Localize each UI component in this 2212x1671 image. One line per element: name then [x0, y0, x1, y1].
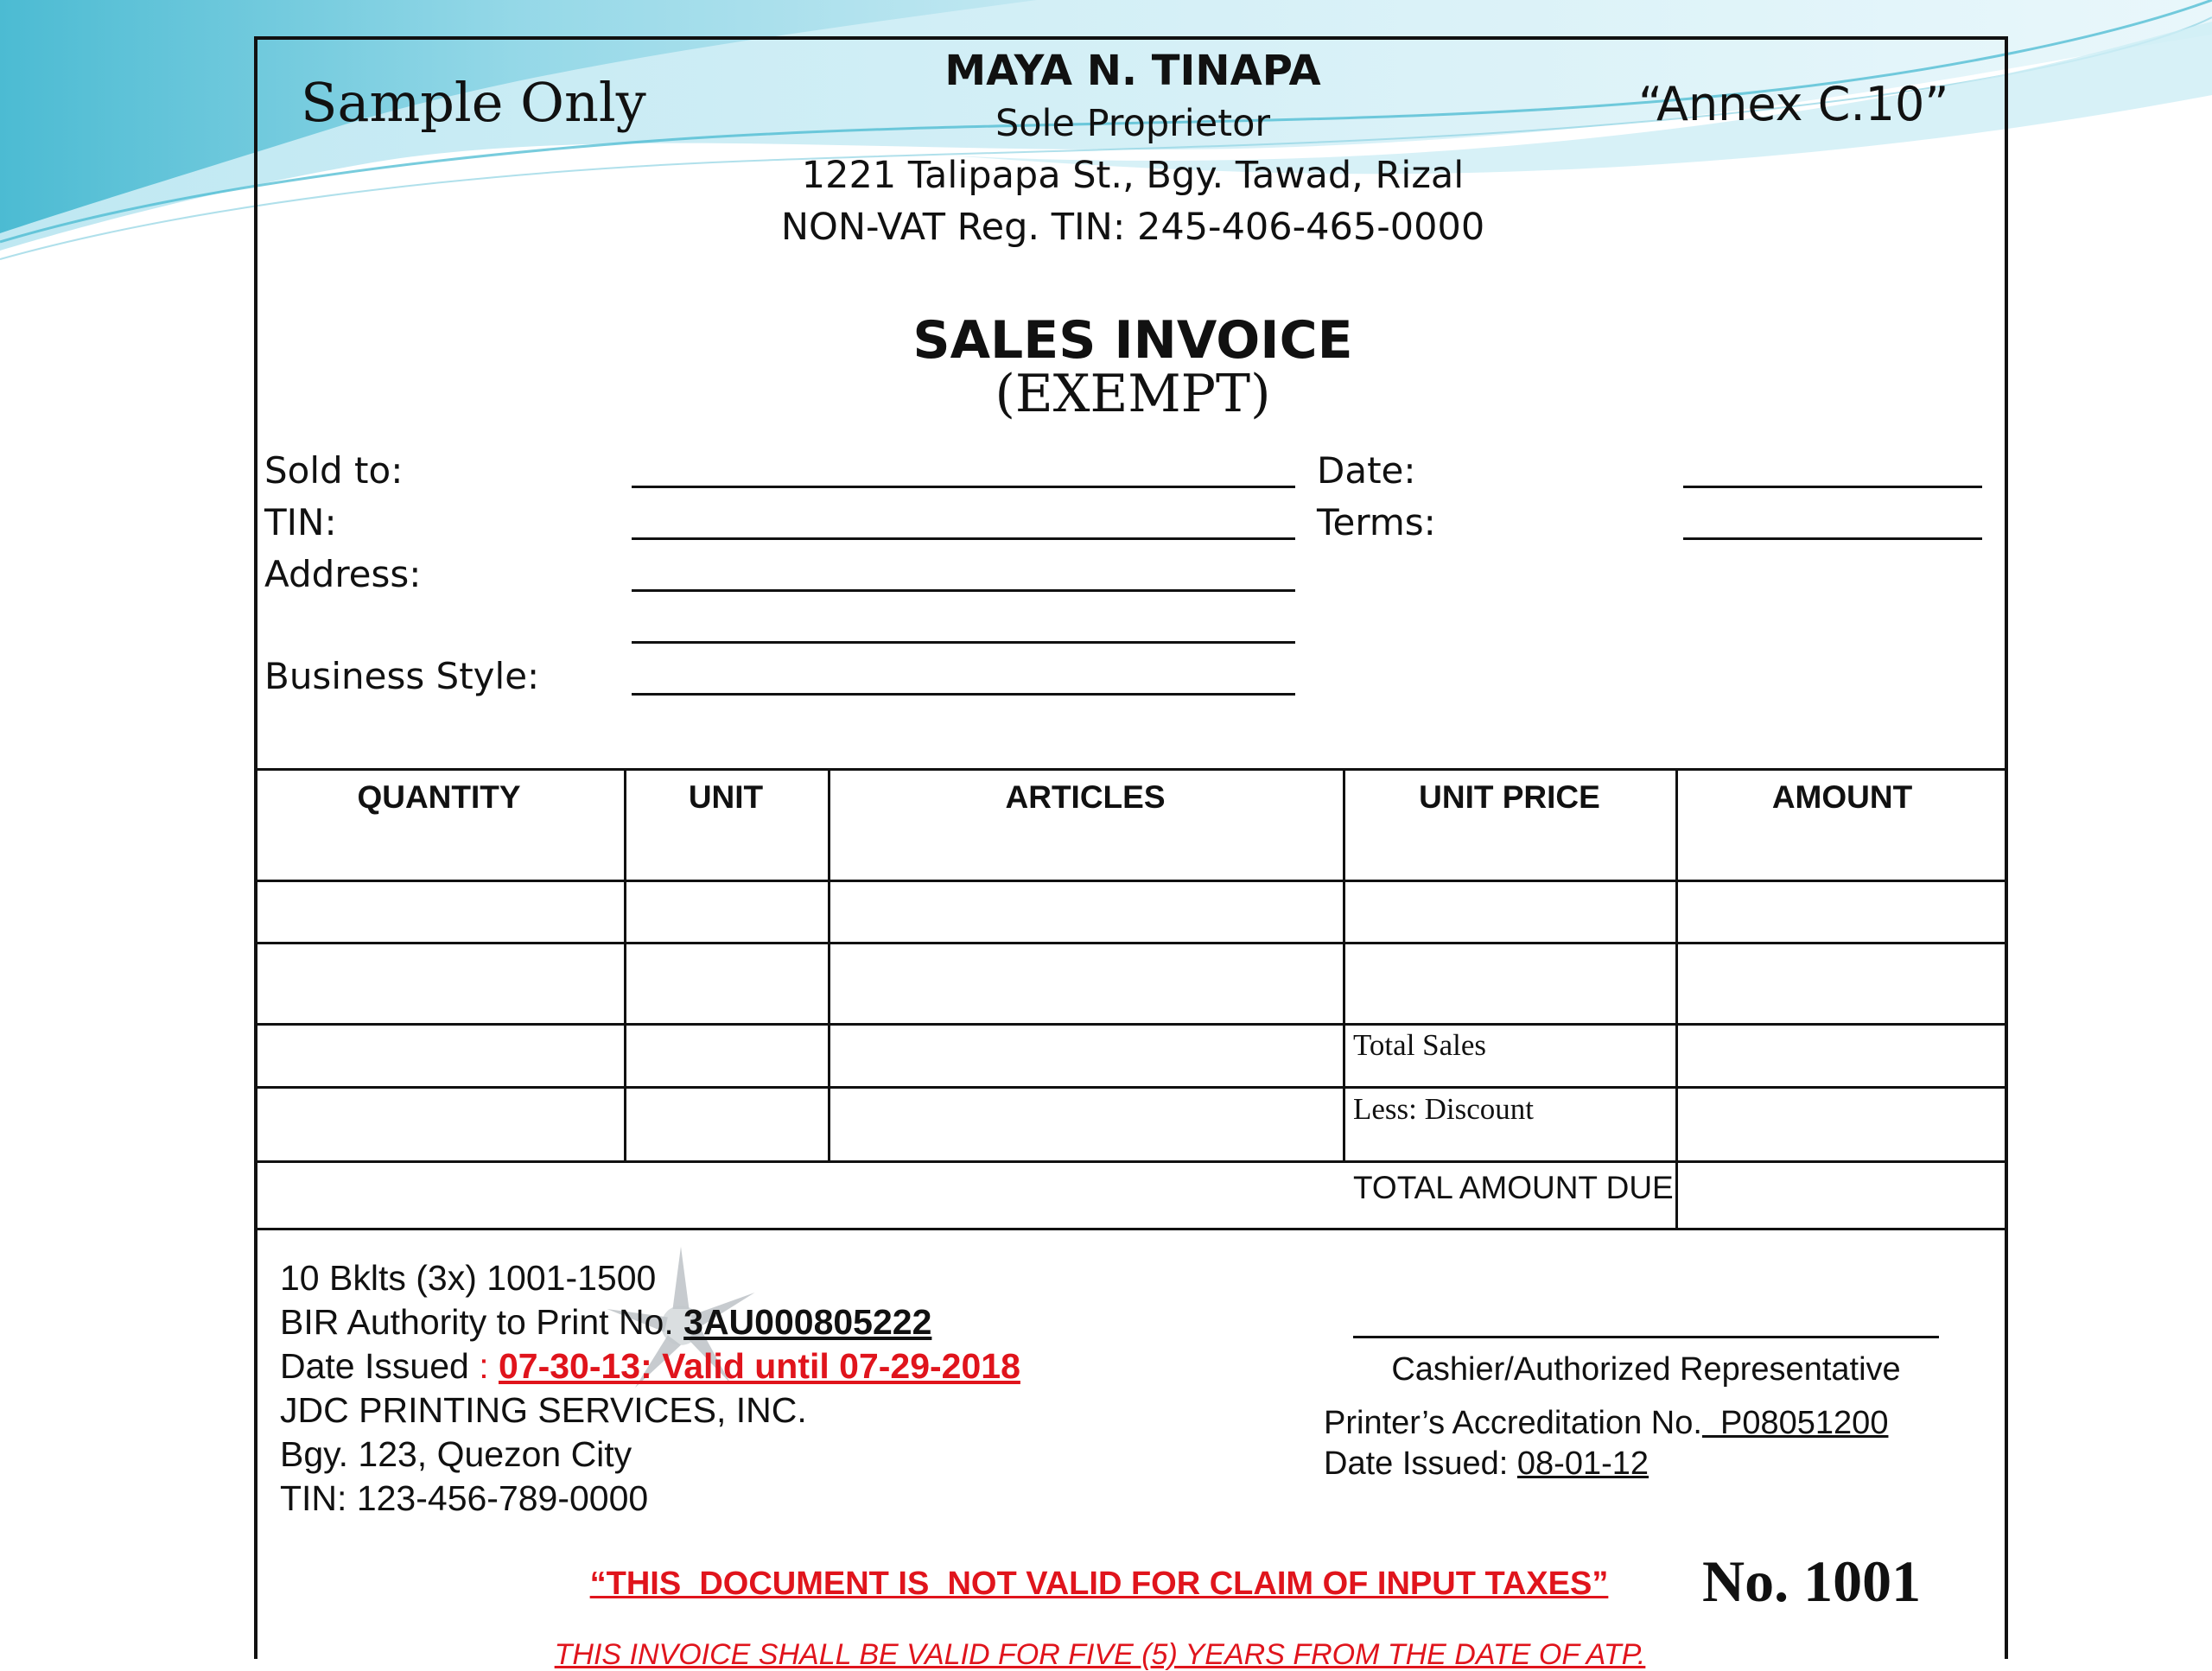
- column-header-amount: AMOUNT: [1771, 779, 1913, 815]
- sales-invoice-form: [254, 36, 2008, 1671]
- table-top-border: [254, 768, 2008, 771]
- date-field[interactable]: [1683, 486, 1982, 488]
- date-label: Date:: [1317, 449, 1416, 492]
- printer-tin: TIN: 123-456-789-0000: [280, 1478, 649, 1518]
- bir-authority-line: [280, 1302, 932, 1342]
- column-divider: [624, 768, 626, 1160]
- address-label: Address:: [264, 553, 422, 595]
- printer-accreditation-line: [1324, 1407, 1888, 1439]
- booklets-info: 10 Bklts (3x) 1001-1500: [280, 1258, 657, 1298]
- less-discount-label: Less: Discount: [1353, 1092, 1535, 1126]
- terms-field[interactable]: [1683, 537, 1982, 540]
- date-issued-validity: 07-30-13: Valid until 07-29-2018: [498, 1346, 1020, 1386]
- business-address: 1221 Talipapa St., Bgy. Tawad, Rizal: [801, 154, 1465, 197]
- cashier-signature-line[interactable]: [1353, 1336, 1939, 1338]
- total-sales-label: Total Sales: [1353, 1028, 1487, 1062]
- address-field[interactable]: [632, 589, 1295, 592]
- invoice-title: SALES INVOICE: [912, 310, 1353, 371]
- accreditation-date-value: 08-01-12: [1516, 1445, 1649, 1482]
- table-row-divider: [254, 942, 2008, 944]
- column-divider: [1343, 768, 1345, 1160]
- sample-only-label: Sample Only: [301, 71, 646, 134]
- business-tin: NON-VAT Reg. TIN: 245-406-465-0000: [780, 206, 1485, 249]
- column-header-articles: ARTICLES: [1005, 779, 1166, 815]
- sold-to-field[interactable]: [632, 486, 1295, 488]
- table-row-divider: [254, 1023, 2008, 1026]
- tin-field[interactable]: [632, 537, 1295, 540]
- date-issued-colon: :: [479, 1346, 499, 1386]
- total-amount-due-label: TOTAL AMOUNT DUE: [1353, 1170, 1674, 1205]
- column-divider: [828, 768, 830, 1160]
- invoice-serial-number: No. 1001: [1702, 1548, 1922, 1614]
- column-header-unit: UNIT: [688, 779, 764, 815]
- date-issued-label: Date Issued: [280, 1346, 480, 1386]
- validity-notice: THIS INVOICE SHALL BE VALID FOR FIVE (5) YEARS FROM THE DATE OF ATP.: [554, 1638, 1646, 1671]
- cashier-label: Cashier/Authorized Representative: [1391, 1351, 1901, 1388]
- sold-to-label: Sold to:: [264, 449, 404, 492]
- column-header-unit-price: UNIT PRICE: [1419, 779, 1600, 815]
- owner-role: Sole Proprietor: [995, 102, 1271, 145]
- printer-name: JDC PRINTING SERVICES, INC.: [280, 1390, 807, 1430]
- date-issued-line: [280, 1346, 1020, 1386]
- tin-label: TIN:: [264, 501, 337, 543]
- printer-accreditation-label: Printer’s Accreditation No.: [1324, 1405, 1702, 1441]
- column-header-quantity: QUANTITY: [357, 779, 521, 815]
- table-header-divider: [254, 880, 2008, 882]
- bir-authority-label: BIR Authority to Print No.: [280, 1302, 684, 1342]
- accreditation-date-line: [1324, 1447, 1649, 1480]
- business-style-field[interactable]: [632, 693, 1295, 696]
- business-style-label: Business Style:: [264, 655, 540, 697]
- printer-address: Bgy. 123, Quezon City: [280, 1434, 632, 1474]
- not-valid-notice: “THIS DOCUMENT IS NOT VALID FOR CLAIM OF INPUT TAXES”: [589, 1566, 1609, 1602]
- table-bottom-border: [254, 1228, 2008, 1230]
- terms-label: Terms:: [1317, 501, 1436, 543]
- table-row-divider: [254, 1086, 2008, 1089]
- invoice-subtitle: (EXEMPT): [995, 364, 1271, 424]
- table-row-divider: [254, 1160, 2008, 1163]
- printer-accreditation-number: P08051200: [1701, 1405, 1889, 1441]
- annex-label: “Annex C.10”: [1638, 77, 1949, 131]
- column-divider: [1675, 768, 1678, 1228]
- accreditation-date-label: Date Issued:: [1324, 1445, 1517, 1482]
- address-field-line-2[interactable]: [632, 641, 1295, 644]
- bir-authority-number: 3AU000805222: [683, 1302, 932, 1342]
- owner-name: MAYA N. TINAPA: [944, 47, 1321, 95]
